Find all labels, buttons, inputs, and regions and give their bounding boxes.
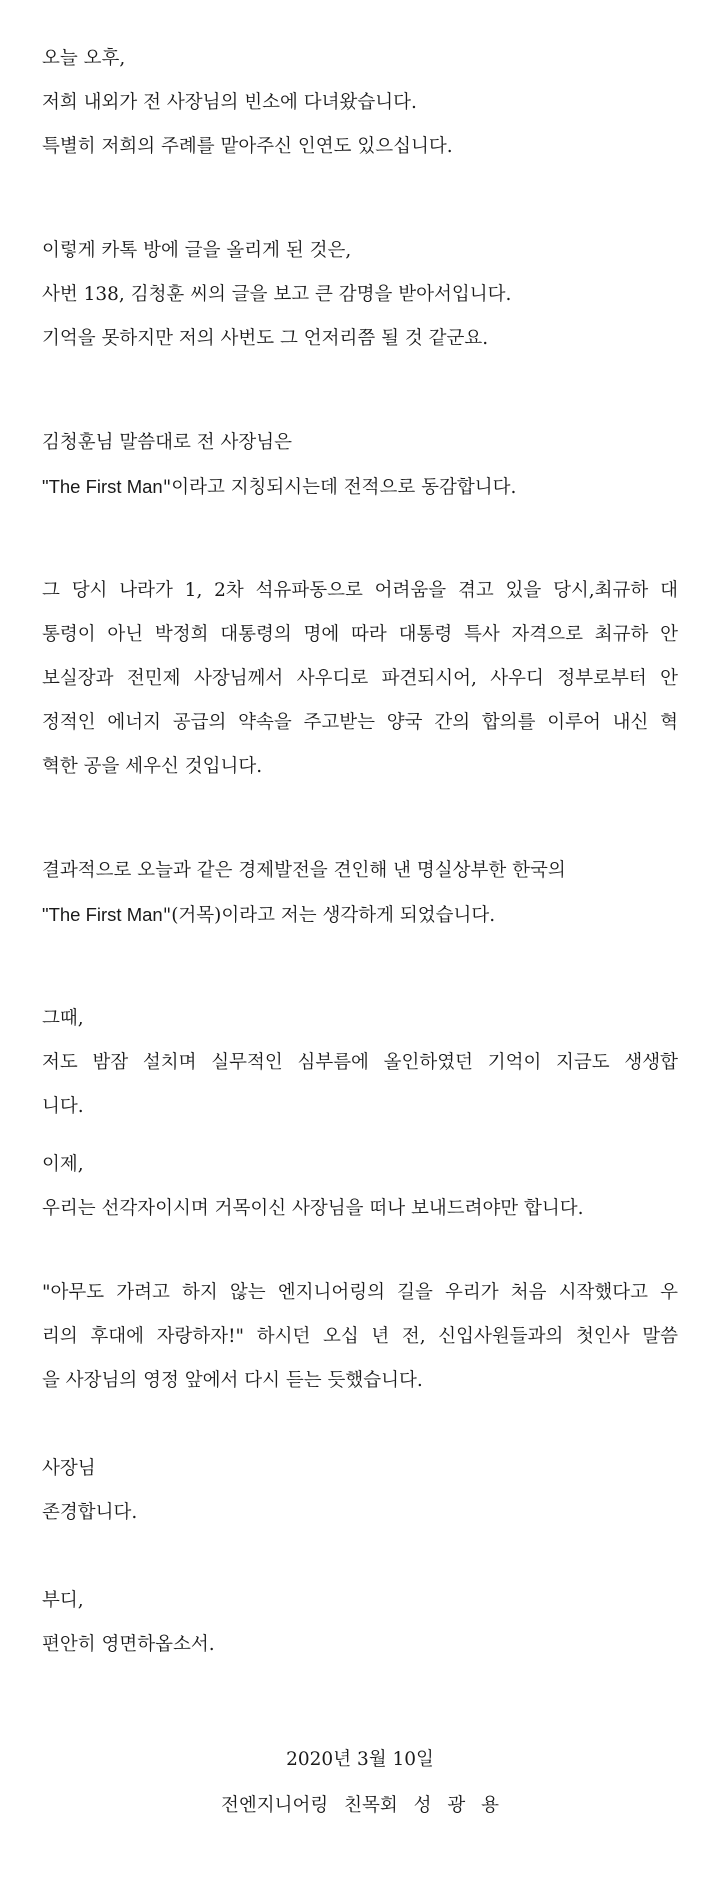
letter-line: 부디,: [42, 1590, 84, 1611]
letter-line: 결과적으로 오늘과 같은 경제발전을 견인해 낸 명실상부한 한국의: [42, 860, 566, 881]
letter-line: 오늘 오후,: [42, 48, 126, 69]
letter-line: 저희 내외가 전 사장님의 빈소에 다녀왔습니다.: [42, 92, 417, 113]
letter-line: [42, 472, 516, 503]
letter-line: 니다.: [42, 1096, 84, 1117]
letter-line: 이제,: [42, 1154, 84, 1175]
letter-line: 편안히 영면하옵소서.: [42, 1634, 215, 1655]
letter-line: 그때,: [42, 1008, 84, 1029]
letter-line: 이렇게 카톡 방에 글을 올리게 된 것은,: [42, 240, 352, 261]
letter-line: 존경합니다.: [42, 1502, 138, 1523]
the-first-man-title: The First Man: [48, 476, 163, 497]
letter-line: 사장님: [42, 1458, 96, 1479]
letter-line: 기억을 못하지만 저의 사번도 그 언저리쯤 될 것 같군요.: [42, 328, 489, 349]
letter-line: 우리는 선각자이시며 거목이신 사장님을 떠나 보내드려야만 합니다.: [42, 1198, 584, 1219]
letter-line: 저도 밤잠 설치며 실무적인 심부름에 올인하였던 기억이 지금도 생생합: [42, 1052, 678, 1073]
letter-line: 특별히 저희의 주례를 맡아주신 인연도 있으십니다.: [42, 136, 453, 157]
letter-date: 2020년 3월 10일: [286, 1749, 434, 1770]
the-first-man-title: The First Man: [48, 904, 163, 925]
letter-line: 그 당시 나라가 1, 2차 석유파동으로 어려움을 겪고 있을 당시,최규하 대: [42, 580, 678, 601]
letter-line: 을 사장님의 영정 앞에서 다시 듣는 듯했습니다.: [42, 1370, 423, 1391]
letter-signature: 전엔지니어링 친목회 성 광 용: [221, 1795, 499, 1816]
quote-mark: ": [42, 476, 49, 497]
letter-line: 혁한 공을 세우신 것입니다.: [42, 756, 263, 777]
letter-line: 정적인 에너지 공급의 약속을 주고받는 양국 간의 합의를 이루어 내신 혁: [42, 712, 678, 733]
letter-line: 보실장과 전민제 사장님께서 사우디로 파견되시어, 사우디 정부로부터 안: [42, 668, 678, 689]
letter-line: 사번 138, 김청훈 씨의 글을 보고 큰 감명을 받아서입니다.: [42, 284, 512, 305]
letter-line: 리의 후대에 자랑하자!" 하시던 오십 년 전, 신입사원들과의 첫인사 말씀: [42, 1326, 678, 1347]
letter-line: 통령이 아닌 박정희 대통령의 명에 따라 대통령 특사 자격으로 최규하 안: [42, 624, 678, 645]
letter-line: "아무도 가려고 하지 않는 엔지니어링의 길을 우리가 처음 시작했다고 우: [42, 1282, 678, 1303]
letter-line-rest: "이라고 지칭되시는데 전적으로 동감합니다.: [162, 477, 517, 498]
letter-line-rest: "(거목)이라고 저는 생각하게 되었습니다.: [162, 905, 496, 926]
quote-mark: ": [42, 904, 49, 925]
letter-line: [42, 900, 495, 931]
letter-line: 김청훈님 말씀대로 전 사장님은: [42, 432, 292, 453]
